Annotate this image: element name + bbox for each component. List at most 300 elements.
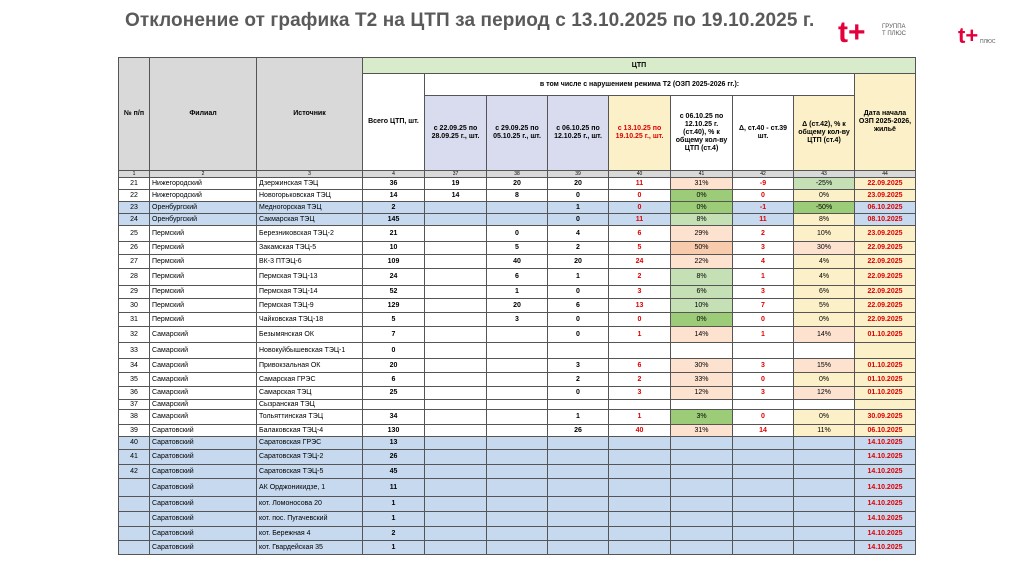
branch-cell: Самарский — [150, 359, 257, 373]
branch-cell: Самарский — [150, 387, 257, 400]
header-total: Всего ЦТП, шт. — [363, 74, 425, 171]
source-cell: Медногорская ТЭЦ — [257, 202, 363, 214]
total-cell: 130 — [363, 425, 425, 437]
row-number: 21 — [119, 178, 150, 190]
period-1-cell — [425, 343, 487, 359]
header-period-3: с 06.10.25 по 12.10.25 г., шт. — [548, 96, 609, 171]
table-row — [119, 359, 916, 373]
total-cell: 109 — [363, 255, 425, 269]
period-3-cell — [548, 527, 609, 541]
total-cell: 1 — [363, 497, 425, 512]
source-cell: ВК-3 ПТЭЦ-6 — [257, 255, 363, 269]
period-1-cell: 14 — [425, 190, 487, 202]
delta-pct-cell: -50% — [794, 202, 855, 214]
delta-cell: 0 — [733, 373, 794, 387]
col-num: 37 — [425, 171, 487, 178]
delta-cell: 2 — [733, 226, 794, 242]
table-row — [119, 255, 916, 269]
source-cell: Саратовская ТЭЦ-2 — [257, 450, 363, 465]
logo2-text: ПЛЮС — [980, 39, 996, 45]
branch-cell: Самарский — [150, 373, 257, 387]
header-branch: Филиал — [150, 58, 257, 171]
total-cell: 7 — [363, 327, 425, 343]
delta-pct-cell: 8% — [794, 214, 855, 226]
delta-pct-cell: 4% — [794, 269, 855, 286]
pct-cell — [671, 541, 733, 555]
period-4-cell: 2 — [609, 373, 671, 387]
header-source: Источник — [257, 58, 363, 171]
period-4-cell: 11 — [609, 178, 671, 190]
source-cell: Пермская ТЭЦ-13 — [257, 269, 363, 286]
table-row — [119, 327, 916, 343]
delta-pct-cell: 0% — [794, 313, 855, 327]
logo-text-line1: ГРУППА — [882, 24, 906, 30]
source-cell: Саратовская ГРЭС — [257, 437, 363, 450]
table-row — [119, 269, 916, 286]
pct-cell: 0% — [671, 202, 733, 214]
period-3-cell: 0 — [548, 286, 609, 299]
pct-cell: 31% — [671, 425, 733, 437]
total-cell: 1 — [363, 541, 425, 555]
delta-pct-cell: 12% — [794, 387, 855, 400]
total-cell: 145 — [363, 214, 425, 226]
row-number: 25 — [119, 226, 150, 242]
pct-cell — [671, 465, 733, 479]
pct-cell: 0% — [671, 190, 733, 202]
pct-cell: 8% — [671, 269, 733, 286]
table-row — [119, 541, 916, 555]
period-1-cell — [425, 313, 487, 327]
period-4-cell — [609, 465, 671, 479]
row-number: 30 — [119, 299, 150, 313]
period-1-cell — [425, 269, 487, 286]
period-1-cell — [425, 541, 487, 555]
table-row — [119, 465, 916, 479]
period-2-cell — [487, 479, 548, 497]
col-num: 42 — [733, 171, 794, 178]
period-4-cell — [609, 479, 671, 497]
source-cell: Сакмарская ТЭЦ — [257, 214, 363, 226]
branch-cell: Нижегородский — [150, 190, 257, 202]
logo2-mark: t+ — [958, 23, 979, 48]
delta-pct-cell: 0% — [794, 190, 855, 202]
row-number: 29 — [119, 286, 150, 299]
period-1-cell — [425, 437, 487, 450]
table-row — [119, 242, 916, 255]
col-num: 39 — [548, 171, 609, 178]
delta-cell — [733, 512, 794, 527]
total-cell: 34 — [363, 410, 425, 425]
period-2-cell — [487, 437, 548, 450]
table-row — [119, 299, 916, 313]
start-date-cell: 01.10.2025 — [855, 359, 916, 373]
delta-pct-cell — [794, 450, 855, 465]
delta-pct-cell: 5% — [794, 299, 855, 313]
row-number: 32 — [119, 327, 150, 343]
period-2-cell: 8 — [487, 190, 548, 202]
row-number: 37 — [119, 400, 150, 410]
source-cell: Безымянская ОК — [257, 327, 363, 343]
period-2-cell — [487, 465, 548, 479]
period-1-cell — [425, 226, 487, 242]
start-date-cell: 23.09.2025 — [855, 226, 916, 242]
source-cell: Саратовская ТЭЦ-5 — [257, 465, 363, 479]
secondary-logo — [958, 23, 1024, 52]
period-3-cell — [548, 479, 609, 497]
branch-cell: Самарский — [150, 410, 257, 425]
row-number: 40 — [119, 437, 150, 450]
branch-cell: Пермский — [150, 242, 257, 255]
period-1-cell — [425, 299, 487, 313]
start-date-cell: 22.09.2025 — [855, 269, 916, 286]
delta-pct-cell: 10% — [794, 226, 855, 242]
row-number: 27 — [119, 255, 150, 269]
period-1-cell — [425, 255, 487, 269]
pct-cell: 30% — [671, 359, 733, 373]
period-3-cell: 3 — [548, 359, 609, 373]
start-date-cell: 08.10.2025 — [855, 214, 916, 226]
delta-pct-cell — [794, 343, 855, 359]
total-cell: 52 — [363, 286, 425, 299]
period-4-cell: 13 — [609, 299, 671, 313]
start-date-cell: 22.09.2025 — [855, 242, 916, 255]
table-row — [119, 437, 916, 450]
period-3-cell: 1 — [548, 269, 609, 286]
table-row — [119, 512, 916, 527]
delta-pct-cell — [794, 479, 855, 497]
period-1-cell: 19 — [425, 178, 487, 190]
total-cell: 0 — [363, 343, 425, 359]
period-2-cell — [487, 450, 548, 465]
table-row — [119, 425, 916, 437]
col-num: 3 — [257, 171, 363, 178]
period-1-cell — [425, 373, 487, 387]
source-cell: Сызранская ТЭЦ — [257, 400, 363, 410]
period-4-cell: 0 — [609, 202, 671, 214]
branch-cell: Саратовский — [150, 479, 257, 497]
source-cell: Новогорьковская ТЭЦ — [257, 190, 363, 202]
start-date-cell: 01.10.2025 — [855, 387, 916, 400]
delta-cell: 3 — [733, 286, 794, 299]
delta-cell: 1 — [733, 327, 794, 343]
delta-pct-cell — [794, 512, 855, 527]
delta-cell: -1 — [733, 202, 794, 214]
pct-cell: 12% — [671, 387, 733, 400]
total-cell: 13 — [363, 437, 425, 450]
branch-cell: Самарский — [150, 343, 257, 359]
branch-cell: Пермский — [150, 299, 257, 313]
delta-pct-cell: 11% — [794, 425, 855, 437]
pct-cell — [671, 497, 733, 512]
period-1-cell — [425, 527, 487, 541]
period-2-cell — [487, 410, 548, 425]
delta-cell — [733, 400, 794, 410]
col-num: 40 — [609, 171, 671, 178]
period-2-cell — [487, 497, 548, 512]
total-cell: 45 — [363, 465, 425, 479]
period-4-cell — [609, 541, 671, 555]
branch-cell: Саратовский — [150, 527, 257, 541]
period-1-cell — [425, 400, 487, 410]
period-4-cell — [609, 512, 671, 527]
pct-cell — [671, 400, 733, 410]
header-violation: в том числе с нарушением режима Т2 (ОЗП 2025-2026 гг.): — [425, 74, 855, 96]
col-num: 43 — [794, 171, 855, 178]
source-cell: кот. пос. Пугачевский — [257, 512, 363, 527]
start-date-cell: 06.10.2025 — [855, 202, 916, 214]
period-3-cell: 1 — [548, 410, 609, 425]
total-cell: 20 — [363, 359, 425, 373]
delta-cell: 11 — [733, 214, 794, 226]
table-row — [119, 479, 916, 497]
delta-pct-cell — [794, 497, 855, 512]
period-3-cell: 4 — [548, 226, 609, 242]
delta-pct-cell — [794, 527, 855, 541]
period-2-cell: 40 — [487, 255, 548, 269]
period-1-cell — [425, 512, 487, 527]
period-1-cell — [425, 410, 487, 425]
delta-pct-cell — [794, 465, 855, 479]
table-row — [119, 373, 916, 387]
period-3-cell: 0 — [548, 214, 609, 226]
column-number-row — [119, 171, 916, 178]
period-4-cell: 40 — [609, 425, 671, 437]
start-date-cell: 14.10.2025 — [855, 497, 916, 512]
delta-cell: 3 — [733, 359, 794, 373]
source-cell: АК Орджоникидзе, 1 — [257, 479, 363, 497]
period-1-cell — [425, 214, 487, 226]
period-2-cell — [487, 512, 548, 527]
period-3-cell: 1 — [548, 202, 609, 214]
row-number: 31 — [119, 313, 150, 327]
branch-cell: Саратовский — [150, 497, 257, 512]
pct-cell — [671, 512, 733, 527]
source-cell: Березниковская ТЭЦ-2 — [257, 226, 363, 242]
period-2-cell — [487, 327, 548, 343]
start-date-cell: 23.09.2025 — [855, 190, 916, 202]
col-num: 4 — [363, 171, 425, 178]
period-4-cell: 11 — [609, 214, 671, 226]
total-cell: 5 — [363, 313, 425, 327]
delta-cell: 4 — [733, 255, 794, 269]
source-cell: Привокзальная ОК — [257, 359, 363, 373]
pct-cell — [671, 527, 733, 541]
branch-cell: Пермский — [150, 286, 257, 299]
delta-cell — [733, 527, 794, 541]
row-number — [119, 527, 150, 541]
source-cell: кот. Бережная 4 — [257, 527, 363, 541]
total-cell: 36 — [363, 178, 425, 190]
table-row — [119, 410, 916, 425]
total-cell: 129 — [363, 299, 425, 313]
source-cell: Чайковская ТЭЦ-18 — [257, 313, 363, 327]
header-period-1: с 22.09.25 по 28.09.25 г., шт. — [425, 96, 487, 171]
period-2-cell: 3 — [487, 313, 548, 327]
branch-cell: Саратовский — [150, 437, 257, 450]
logo-mark: t+ — [838, 16, 866, 49]
total-cell: 1 — [363, 512, 425, 527]
period-4-cell: 24 — [609, 255, 671, 269]
period-1-cell — [425, 497, 487, 512]
source-cell: Балаковская ТЭЦ-4 — [257, 425, 363, 437]
branch-cell: Саратовский — [150, 450, 257, 465]
start-date-cell: 01.10.2025 — [855, 373, 916, 387]
source-cell: Пермская ТЭЦ-9 — [257, 299, 363, 313]
table-row — [119, 343, 916, 359]
period-3-cell: 26 — [548, 425, 609, 437]
start-date-cell: 01.10.2025 — [855, 327, 916, 343]
header-delta-pct: Δ (ст.42), % к общему кол-ву ЦТП (ст.4) — [794, 96, 855, 171]
pct-cell: 6% — [671, 286, 733, 299]
start-date-cell: 30.09.2025 — [855, 410, 916, 425]
total-cell: 10 — [363, 242, 425, 255]
period-2-cell: 0 — [487, 226, 548, 242]
start-date-cell: 14.10.2025 — [855, 450, 916, 465]
period-2-cell — [487, 387, 548, 400]
pct-cell: 33% — [671, 373, 733, 387]
total-cell: 25 — [363, 387, 425, 400]
period-4-cell: 6 — [609, 226, 671, 242]
delta-pct-cell — [794, 400, 855, 410]
period-1-cell — [425, 327, 487, 343]
delta-cell: 3 — [733, 387, 794, 400]
col-num: 1 — [119, 171, 150, 178]
period-1-cell — [425, 479, 487, 497]
branch-cell: Саратовский — [150, 425, 257, 437]
header-delta: Δ, ст.40 - ст.39 шт. — [733, 96, 794, 171]
pct-cell — [671, 343, 733, 359]
delta-cell — [733, 497, 794, 512]
source-cell: Закамская ТЭЦ-5 — [257, 242, 363, 255]
delta-pct-cell: 14% — [794, 327, 855, 343]
total-cell: 26 — [363, 450, 425, 465]
company-logo — [838, 16, 928, 50]
pct-cell: 0% — [671, 313, 733, 327]
total-cell: 11 — [363, 479, 425, 497]
delta-pct-cell: 6% — [794, 286, 855, 299]
row-number: 39 — [119, 425, 150, 437]
start-date-cell: 22.09.2025 — [855, 178, 916, 190]
delta-cell: -9 — [733, 178, 794, 190]
pct-cell: 31% — [671, 178, 733, 190]
start-date-cell: 14.10.2025 — [855, 437, 916, 450]
table-row — [119, 527, 916, 541]
delta-pct-cell: 0% — [794, 410, 855, 425]
period-4-cell: 5 — [609, 242, 671, 255]
table-row — [119, 190, 916, 202]
period-2-cell — [487, 373, 548, 387]
branch-cell: Нижегородский — [150, 178, 257, 190]
delta-cell — [733, 343, 794, 359]
period-3-cell: 0 — [548, 327, 609, 343]
table-row — [119, 214, 916, 226]
branch-cell: Оренбургский — [150, 202, 257, 214]
pct-cell: 3% — [671, 410, 733, 425]
period-3-cell: 0 — [548, 387, 609, 400]
source-cell: Пермская ТЭЦ-14 — [257, 286, 363, 299]
pct-cell: 50% — [671, 242, 733, 255]
delta-cell — [733, 437, 794, 450]
period-2-cell: 6 — [487, 269, 548, 286]
period-1-cell — [425, 242, 487, 255]
row-number: 38 — [119, 410, 150, 425]
period-3-cell — [548, 497, 609, 512]
source-cell: Самарская ТЭЦ — [257, 387, 363, 400]
delta-pct-cell: 15% — [794, 359, 855, 373]
period-2-cell — [487, 527, 548, 541]
pct-cell: 22% — [671, 255, 733, 269]
period-4-cell — [609, 343, 671, 359]
delta-cell: 0 — [733, 190, 794, 202]
branch-cell: Пермский — [150, 313, 257, 327]
period-4-cell: 1 — [609, 327, 671, 343]
row-number: 33 — [119, 343, 150, 359]
period-4-cell — [609, 497, 671, 512]
col-num: 41 — [671, 171, 733, 178]
start-date-cell — [855, 343, 916, 359]
delta-pct-cell: 0% — [794, 373, 855, 387]
period-2-cell — [487, 202, 548, 214]
period-1-cell — [425, 387, 487, 400]
source-cell: кот. Ломоносова 20 — [257, 497, 363, 512]
branch-cell: Саратовский — [150, 512, 257, 527]
branch-cell: Пермский — [150, 269, 257, 286]
total-cell — [363, 400, 425, 410]
period-4-cell: 3 — [609, 387, 671, 400]
delta-pct-cell: 30% — [794, 242, 855, 255]
row-number — [119, 497, 150, 512]
delta-cell: 3 — [733, 242, 794, 255]
row-number — [119, 512, 150, 527]
delta-cell: 14 — [733, 425, 794, 437]
start-date-cell: 22.09.2025 — [855, 255, 916, 269]
table-row — [119, 286, 916, 299]
period-3-cell: 2 — [548, 373, 609, 387]
period-1-cell — [425, 425, 487, 437]
row-number — [119, 479, 150, 497]
table-row — [119, 178, 916, 190]
row-number: 34 — [119, 359, 150, 373]
period-3-cell: 6 — [548, 299, 609, 313]
table-row — [119, 313, 916, 327]
period-4-cell: 6 — [609, 359, 671, 373]
period-2-cell: 20 — [487, 178, 548, 190]
pct-cell — [671, 437, 733, 450]
delta-cell — [733, 465, 794, 479]
period-3-cell: 2 — [548, 242, 609, 255]
header-ctp: ЦТП — [363, 58, 916, 74]
branch-cell: Саратовский — [150, 465, 257, 479]
period-1-cell — [425, 465, 487, 479]
source-cell: Самарская ГРЭС — [257, 373, 363, 387]
start-date-cell: 06.10.2025 — [855, 425, 916, 437]
period-2-cell — [487, 541, 548, 555]
period-3-cell — [548, 400, 609, 410]
period-3-cell — [548, 450, 609, 465]
period-4-cell: 0 — [609, 313, 671, 327]
deviation-table — [118, 57, 916, 555]
period-2-cell — [487, 425, 548, 437]
period-4-cell — [609, 527, 671, 541]
total-cell: 2 — [363, 527, 425, 541]
table-row — [119, 202, 916, 214]
delta-cell — [733, 450, 794, 465]
period-2-cell: 5 — [487, 242, 548, 255]
period-3-cell — [548, 541, 609, 555]
period-3-cell — [548, 437, 609, 450]
start-date-cell: 22.09.2025 — [855, 286, 916, 299]
col-num: 38 — [487, 171, 548, 178]
